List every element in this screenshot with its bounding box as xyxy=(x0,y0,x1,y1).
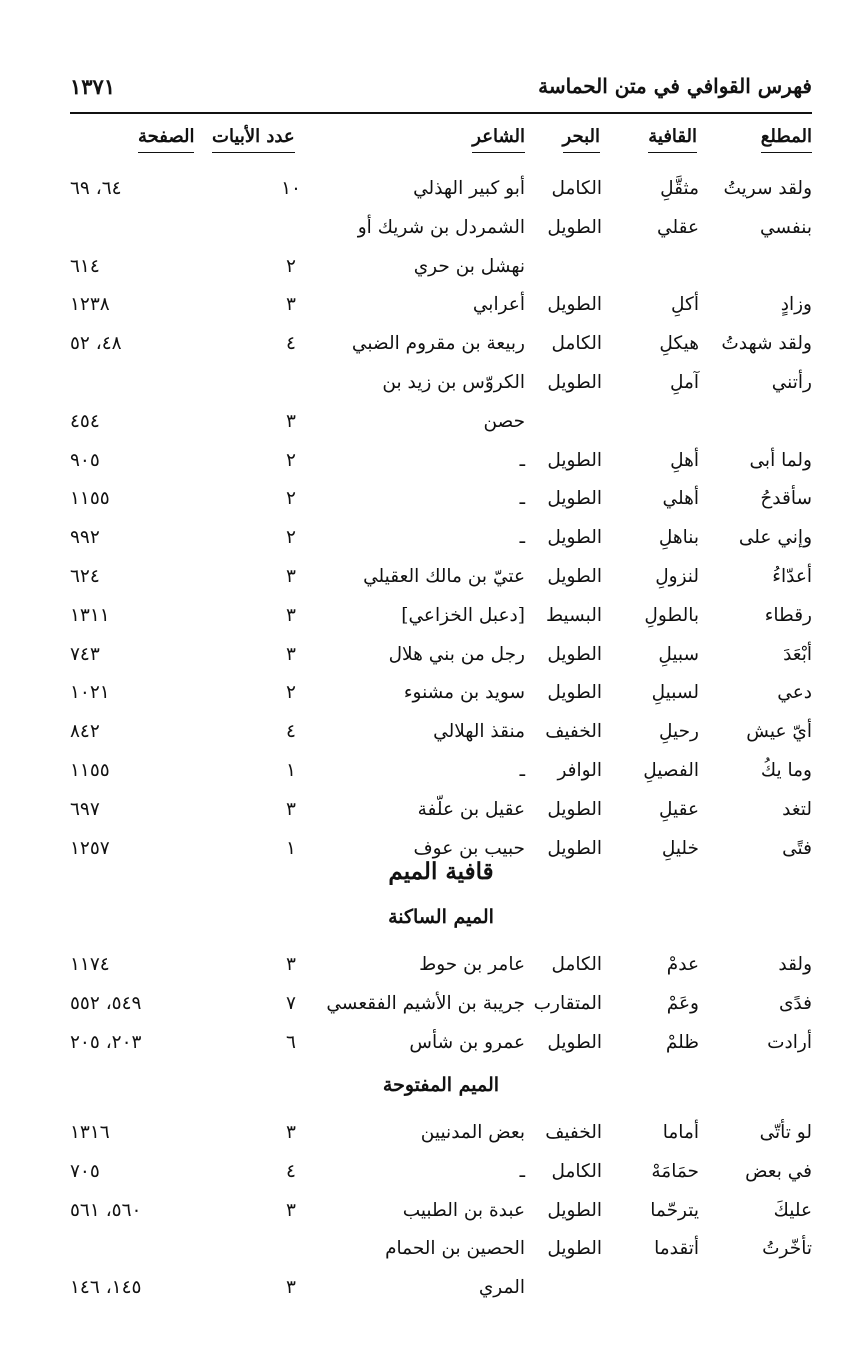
cell-count: ٦ xyxy=(286,1031,296,1053)
page-title: فهرس القوافي في متن الحماسة xyxy=(538,74,812,98)
cell-matla: لو تأتّى xyxy=(759,1122,812,1143)
cell-bahr: الطويل xyxy=(547,682,602,704)
cell-count: ٧ xyxy=(286,992,296,1014)
cell-bahr: الخفيف xyxy=(545,1122,602,1143)
cell-bahr: الطويل xyxy=(547,294,602,316)
table-row xyxy=(70,1153,812,1192)
cell-qafiya: وعَمْ xyxy=(666,992,699,1014)
cell-bahr: البسيط xyxy=(545,604,602,626)
cell-qafiya: عدمْ xyxy=(666,954,699,975)
cell-qafiya: يترحّما xyxy=(650,1199,699,1221)
cell-qafiya: حمَامَهْ xyxy=(651,1160,699,1182)
cell-bahr: الكامل xyxy=(551,333,602,355)
cell-count: ٣ xyxy=(286,604,296,626)
cell-page: ٤٨، ٥٢ xyxy=(70,333,122,355)
table-row xyxy=(70,636,812,675)
cell-bahr: الطويل xyxy=(547,1199,602,1221)
cell-page: ١٢٣٨ xyxy=(70,294,110,316)
cell-bahr: الخفيف xyxy=(545,721,602,743)
cell-shaer: عتيّ بن مالك العقيلي xyxy=(363,565,525,587)
cell-matla: وإني على xyxy=(738,527,812,549)
cell-shaer: حصن xyxy=(483,410,525,432)
column-header-bahr: البحر xyxy=(563,124,600,153)
table-row xyxy=(70,946,812,985)
cell-matla: عليكَ xyxy=(773,1199,812,1221)
table-row xyxy=(70,558,812,597)
table-row xyxy=(70,325,812,364)
cell-qafiya: أهلِ xyxy=(670,449,699,471)
table-row xyxy=(70,1230,812,1269)
cell-qafiya: سبيلِ xyxy=(658,643,699,665)
subsection-title-maftuha: الميم المفتوحة xyxy=(382,1074,500,1096)
cell-bahr: الطويل xyxy=(547,643,602,665)
cell-shaer: ـ xyxy=(519,527,525,549)
cell-count: ٤ xyxy=(286,721,296,743)
cell-count: ٣ xyxy=(286,1277,296,1299)
cell-bahr: الطويل xyxy=(547,488,602,510)
cell-count: ٤ xyxy=(286,1160,296,1182)
cell-page: ٩٠٥ xyxy=(70,449,100,471)
cell-qafiya: بناهلِ xyxy=(658,527,699,549)
cell-qafiya: ظلمْ xyxy=(665,1031,699,1053)
cell-count: ٣ xyxy=(286,410,296,432)
cell-count: ٢ xyxy=(286,255,296,277)
table-row xyxy=(70,480,812,519)
cell-page: ٨٤٢ xyxy=(70,721,100,743)
column-header-count: عدد الأبيات xyxy=(212,124,295,153)
column-header-qafiya: القافية xyxy=(648,124,697,153)
cell-qafiya: أماما xyxy=(662,1122,699,1143)
index-page xyxy=(70,0,812,1368)
table-row xyxy=(70,209,812,248)
cell-page: ١١٥٥ xyxy=(70,488,110,510)
cell-shaer: رجل من بني هلال xyxy=(388,643,525,665)
column-header-page: الصفحة xyxy=(138,124,194,153)
cell-count: ٤ xyxy=(286,333,296,355)
cell-count: ٢ xyxy=(286,449,296,471)
cell-page: ١٤٥، ١٤٦ xyxy=(70,1277,142,1299)
cell-bahr: الطويل xyxy=(547,1031,602,1053)
cell-matla: وما يكُ xyxy=(760,759,812,781)
cell-matla: بنفسي xyxy=(759,216,812,238)
table-row xyxy=(70,791,812,830)
cell-shaer: حبيب بن عوف xyxy=(413,837,525,859)
cell-shaer: سويد بن مشنوء xyxy=(403,682,525,704)
cell-page: ٦٢٤ xyxy=(70,565,100,587)
table-row xyxy=(70,597,812,636)
cell-page: ١٠٢١ xyxy=(70,682,110,704)
cell-bahr: المتقارب xyxy=(533,992,602,1014)
table-row xyxy=(70,248,812,287)
cell-bahr: الطويل xyxy=(547,1238,602,1260)
cell-shaer: جريبة بن الأشيم الفقعسي xyxy=(326,992,525,1014)
cell-qafiya: الفصيلِ xyxy=(643,759,699,781)
cell-count: ٣ xyxy=(286,798,296,820)
cell-matla: فتًى xyxy=(782,837,812,859)
subsection-title-sakina: الميم الساكنة xyxy=(388,906,494,928)
cell-matla: ولقد سريتُ xyxy=(723,178,812,199)
cell-count: ١ xyxy=(286,759,296,781)
cell-shaer: عامر بن حوط xyxy=(419,954,525,975)
table-row xyxy=(70,286,812,325)
table-row xyxy=(70,442,812,481)
cell-bahr: الطويل xyxy=(547,216,602,238)
cell-matla: ولقد شهدتُ xyxy=(721,333,812,355)
cell-count: ٣ xyxy=(286,1122,296,1143)
cell-shaer: نهشل بن حري xyxy=(413,255,525,277)
cell-qafiya: رحيلِ xyxy=(659,721,699,743)
cell-matla: أعدّاءُ xyxy=(772,565,812,587)
cell-bahr: الطويل xyxy=(547,449,602,471)
cell-matla: سأقدحُ xyxy=(760,488,812,510)
cell-shaer: عمرو بن شأس xyxy=(409,1031,525,1053)
table-row xyxy=(70,1114,812,1153)
cell-shaer: عقيل بن علّفة xyxy=(417,798,525,820)
rows-mim-sakina xyxy=(70,946,812,1062)
cell-matla: ولقد xyxy=(778,954,812,975)
cell-count: ٢ xyxy=(286,527,296,549)
cell-page: ١١٧٤ xyxy=(70,954,110,975)
table-header xyxy=(70,124,812,158)
column-header-shaer: الشاعر xyxy=(472,124,525,153)
cell-bahr: الكامل xyxy=(551,178,602,199)
page-number: ١٣٧١ xyxy=(70,74,116,99)
cell-shaer: [دعبل الخزاعي] xyxy=(401,604,525,626)
header-rule xyxy=(70,112,812,114)
cell-page: ٥٦٠، ٥٦١ xyxy=(70,1199,142,1221)
cell-matla: تأخّرتُ xyxy=(762,1238,812,1260)
table-row xyxy=(70,713,812,752)
cell-matla: في بعض xyxy=(745,1160,812,1182)
cell-qafiya: خليلِ xyxy=(661,837,699,859)
cell-shaer: ـ xyxy=(519,449,525,471)
cell-page: ١١٥٥ xyxy=(70,759,110,781)
cell-bahr: الطويل xyxy=(547,837,602,859)
cell-page: ٧٤٣ xyxy=(70,643,100,665)
cell-page: ٧٠٥ xyxy=(70,1160,100,1182)
table-row xyxy=(70,1024,812,1063)
cell-bahr: الكامل xyxy=(551,954,602,975)
section-title-mim: قافية الميم xyxy=(388,858,494,885)
cell-shaer: ـ xyxy=(519,488,525,510)
cell-shaer: ـ xyxy=(519,1160,525,1182)
cell-qafiya: آملِ xyxy=(669,371,699,393)
cell-page: ٢٠٣، ٢٠٥ xyxy=(70,1031,142,1053)
cell-qafiya: عقلي xyxy=(657,216,699,238)
cell-page: ٦٤، ٦٩ xyxy=(70,178,122,199)
table-row xyxy=(70,364,812,403)
cell-shaer: الكروّس بن زيد بن xyxy=(382,371,525,393)
cell-page: ٦٩٧ xyxy=(70,798,100,820)
cell-qafiya: بالطولِ xyxy=(644,604,699,626)
cell-bahr: الطويل xyxy=(547,527,602,549)
cell-shaer: أبو كبير الهذلي xyxy=(413,178,525,199)
cell-page: ٩٩٢ xyxy=(70,527,100,549)
cell-qafiya: أكلِ xyxy=(671,294,699,316)
cell-page: ٥٤٩، ٥٥٢ xyxy=(70,992,142,1014)
cell-matla: رقطاء xyxy=(764,604,812,626)
table-row xyxy=(70,519,812,558)
cell-shaer: ـ xyxy=(519,759,525,781)
table-row xyxy=(70,985,812,1024)
running-header xyxy=(70,74,812,108)
cell-matla: رأتني xyxy=(771,371,812,393)
cell-page: ٤٥٤ xyxy=(70,410,100,432)
cell-bahr: الكامل xyxy=(551,1160,602,1182)
cell-page: ١٣١٦ xyxy=(70,1122,110,1143)
cell-matla: أيّ عيش xyxy=(746,721,812,743)
cell-shaer: أعرابي xyxy=(472,294,525,316)
table-row xyxy=(70,674,812,713)
table-row xyxy=(70,1192,812,1231)
cell-matla: أبْعَدَ xyxy=(783,643,812,665)
cell-matla: أرادت xyxy=(767,1031,812,1053)
cell-count: ٢ xyxy=(286,682,296,704)
table-row xyxy=(70,170,812,209)
cell-matla: فدًى xyxy=(778,992,812,1014)
cell-shaer: منقذ الهلالي xyxy=(433,721,525,743)
cell-page: ١٣١١ xyxy=(70,604,110,626)
cell-qafiya: عقيلِ xyxy=(659,798,699,820)
cell-count: ٢ xyxy=(286,488,296,510)
rows-qafiya-lam xyxy=(70,170,812,868)
cell-matla: لتغد xyxy=(782,798,812,820)
table-row xyxy=(70,1269,812,1308)
cell-count: ٣ xyxy=(286,954,296,975)
cell-count: ١٠ xyxy=(281,178,301,199)
cell-qafiya: أتقدما xyxy=(654,1238,699,1260)
cell-page: ١٢٥٧ xyxy=(70,837,110,859)
cell-qafiya: لسبيلِ xyxy=(651,682,699,704)
cell-shaer: ربيعة بن مقروم الضبي xyxy=(351,333,525,355)
cell-shaer: الحصين بن الحمام xyxy=(385,1238,525,1260)
cell-qafiya: هيكلِ xyxy=(659,333,699,355)
rows-mim-maftuha xyxy=(70,1114,812,1308)
cell-count: ٣ xyxy=(286,643,296,665)
column-header-matla: المطلع xyxy=(761,124,812,153)
cell-count: ٣ xyxy=(286,294,296,316)
cell-matla: ولما أبى xyxy=(749,449,812,471)
cell-count: ٣ xyxy=(286,565,296,587)
cell-count: ٣ xyxy=(286,1199,296,1221)
cell-shaer: عبدة بن الطبيب xyxy=(402,1199,525,1221)
cell-bahr: الطويل xyxy=(547,565,602,587)
table-row xyxy=(70,403,812,442)
cell-qafiya: مثقَّلِ xyxy=(660,178,699,199)
cell-matla: وزادٍ xyxy=(780,294,812,316)
cell-shaer: الشمردل بن شريك أو xyxy=(357,216,525,238)
cell-page: ٦١٤ xyxy=(70,255,100,277)
cell-count: ١ xyxy=(286,837,296,859)
table-row xyxy=(70,752,812,791)
cell-matla: دعي xyxy=(777,682,812,704)
cell-qafiya: لنزولِ xyxy=(655,565,699,587)
cell-shaer: بعض المدنيين xyxy=(420,1122,525,1143)
cell-bahr: الطويل xyxy=(547,798,602,820)
cell-qafiya: أهلي xyxy=(662,488,699,510)
cell-bahr: الطويل xyxy=(547,371,602,393)
cell-shaer: المري xyxy=(478,1277,525,1299)
cell-bahr: الوافر xyxy=(557,759,602,781)
